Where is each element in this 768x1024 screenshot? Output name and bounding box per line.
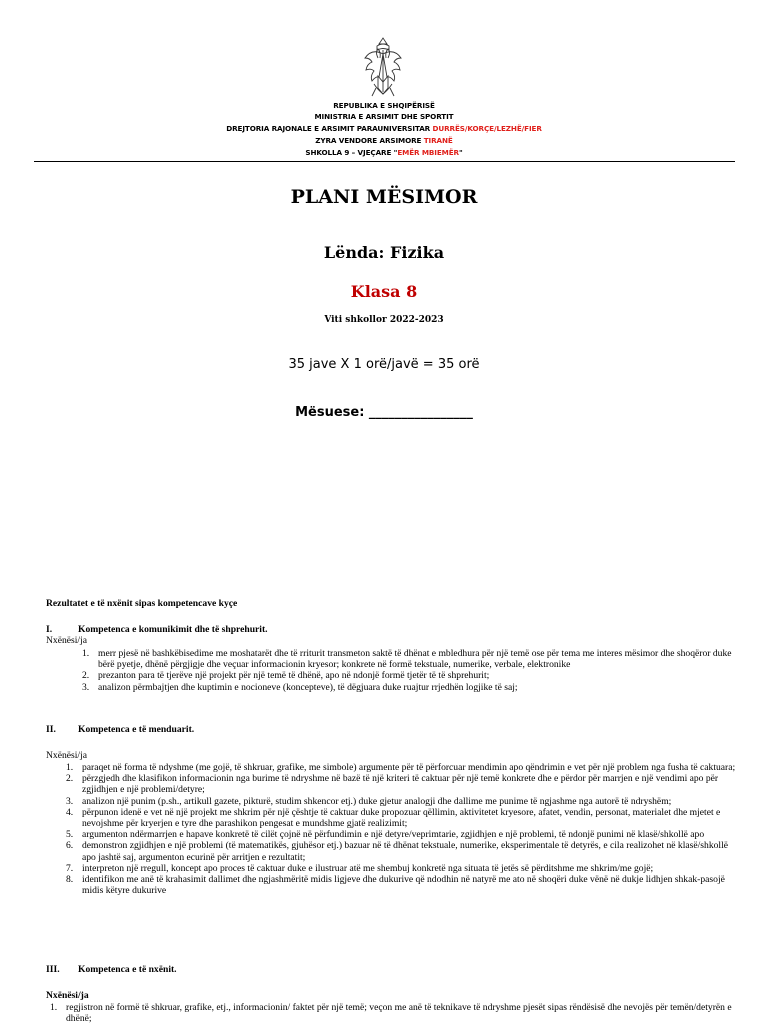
list-item-number: 3. [66, 795, 74, 807]
header-office-text: ZYRA VENDORE ARSIMORE [315, 136, 424, 145]
header-directorate-text: DREJTORIA RAJONALE E ARSIMIT PARAUNIVERSITAR [226, 124, 433, 133]
list-item-text: merr pjesë në bashkëbisedime me moshatarët dhe të rriturit transmeton saktë të dhënat e mbledhura për një temë ose për tema me interes mësimor dhe shoqëror duke bërë pyetje, dhënë përgjigje dhe veçuar informacionin kryesor; konkrete në formë tekstuale, numerike, verbale, elektronike [98, 648, 732, 671]
subject-title: Lënda: Fizika [323, 243, 445, 262]
list-item [66, 762, 742, 773]
list-item [82, 682, 742, 693]
section-1-list [82, 648, 742, 693]
header-directorate [0, 124, 768, 134]
results-title: Rezultatet e të nxënit sipas kompetencave kyçe [46, 598, 238, 609]
school-year: Viti shkollor 2022-2023 [324, 315, 444, 325]
list-item [66, 773, 742, 795]
section-3-title: Kompetenca e të nxënit. [78, 964, 177, 975]
list-item-text: interpreton një rregull, koncept apo proces të caktuar duke e ilustruar atë me shembuj konkretë nga situata të jetës së përditshme me shkrim/me gojë; [82, 862, 654, 874]
list-item-text: përpunon idenë e vet në një projekt me shkrim për një çështje të caktuar duke propozuar qëllimin, aktivitetet kryesore, afatet, vendin, personat, materialet dhe mjetet e nevojshme për kryerjen e tyre dhe parashikon pengesat e mundshme gjatë realizimit; [82, 806, 721, 830]
header-directorate-cities: DURRËS/KORÇE/LEZHË/FIER [432, 124, 542, 133]
section-2-heading [46, 724, 194, 735]
list-item-text: paraqet në forma të ndyshme (me gojë, të shkruar, grafike, me simbole) argumente për të përforcuar mendimin apo qëndrimin e vet për një problem nga fusha të caktuara; [82, 762, 736, 773]
list-item [50, 1002, 742, 1024]
section-2-list [66, 762, 742, 896]
section-1-title: Kompetenca e komunikimit dhe të shprehurit. [78, 624, 268, 635]
list-item-text: prezanton para të tjerëve një projekt për një temë të dhënë, apo në ndonjë formë tjetër të të shprehurit; [98, 670, 490, 682]
header-ministry: MINISTRIA E ARSIMIT DHE SPORTIT [314, 112, 454, 121]
header-office-city: TIRANË [423, 136, 453, 145]
section-1-number: I. [46, 624, 53, 635]
header-school-name: EMËR MBIEMËR [397, 148, 459, 157]
list-item [66, 796, 742, 807]
header-office [0, 136, 768, 146]
section-3-label: Nxënësi/ja [46, 990, 89, 1001]
header-school-quote: " [458, 148, 463, 157]
list-item-number: 3. [82, 681, 90, 693]
list-item [66, 874, 742, 896]
header-republic: REPUBLIKA E SHQIPËRISË [333, 101, 435, 110]
header-school-text: SHKOLLA 9 – VJEÇARE " [305, 148, 398, 157]
section-2-number: II. [46, 724, 56, 735]
section-1-label: Nxënësi/ja [46, 635, 88, 646]
list-item [66, 840, 742, 862]
list-item [66, 829, 742, 840]
list-item-number: 1. [82, 648, 90, 659]
header-school [0, 148, 768, 158]
list-item-number: 5. [66, 829, 74, 841]
list-item-text: regjistron në formë të shkruar, grafike, etj., informacionin/ faktet për një temë; veçon me anë të teknikave të ndryshme pjesët sipas rëndësisë dhe nevojës për temën/detyrën e dhënë; [66, 1002, 732, 1024]
list-item-number: 8. [66, 874, 74, 886]
grade-title: Klasa 8 [350, 282, 418, 301]
section-3-heading [46, 964, 177, 975]
list-item [82, 648, 742, 670]
section-3-number: III. [46, 964, 60, 975]
list-item [82, 670, 742, 681]
list-item-text: analizon përmbajtjen dhe kuptimin e nocioneve (koncepteve), të dëgjuara duke ruajtur rrjedhën logjike të saj; [98, 681, 518, 693]
list-item [66, 863, 742, 874]
teacher-field: Mësuese: ________________ [295, 405, 473, 420]
list-item-number: 6. [66, 840, 74, 852]
section-1-heading [46, 624, 268, 635]
albanian-eagle-emblem-icon [362, 36, 404, 98]
hours-summary: 35 jave X 1 orë/javë = 35 orë [288, 357, 480, 372]
section-2-label: Nxënësi/ja [46, 750, 88, 761]
list-item-text: përzgjedh dhe klasifikon informacionin nga burime të ndryshme në bazë të një kriteri të caktuar për një temë konkrete dhe e përdor për marrjen e një vendimi apo për zgjidhjen e një problemi/detyre; [82, 773, 719, 796]
section-3-list [50, 1002, 742, 1024]
list-item-number: 2. [82, 670, 90, 682]
list-item-number: 2. [66, 773, 74, 785]
list-item-number: 1. [66, 762, 74, 773]
list-item-number: 7. [66, 862, 74, 874]
list-item-text: analizon një punim (p.sh., artikull gazete, pikturë, studim shkencor etj.) duke gjetur analogji dhe dallime me punime të ngjashme nga autorë të ndryshëm; [82, 795, 672, 807]
list-item [66, 807, 742, 829]
page-title: PLANI MËSIMOR [290, 186, 478, 208]
list-item-number: 1. [50, 1002, 58, 1013]
list-item-text: demonstron zgjidhjen e një problemi (të matematikës, gjuhësor etj.) bazuar në të dhënat tekstuale, numerike, eksperimentale të detyrës, e cila realizohet në klasë/shkollë apo jashtë saj, argumenton ecurinë për arritjen e rezultatit; [82, 840, 729, 863]
list-item-number: 4. [66, 806, 74, 818]
header-divider [34, 161, 735, 162]
section-2-title: Kompetenca e të menduarit. [78, 724, 195, 735]
list-item-text: argumenton ndërmarrjen e hapave konkretë të cilët çojnë në përfundimin e një detyre/veprimtarie, zgjidhjen e një problemi, të ndonjë punimi në klasë/shkollë apo [82, 829, 705, 841]
list-item-text: identifikon me anë të krahasimit dallimet dhe ngjashmëritë midis ligjeve dhe dukurive që ndodhin në natyrë me ato në shoqëri duke vënë në dukje lidhjen shkak-pasojë midis këtyre dukurive [82, 874, 725, 897]
